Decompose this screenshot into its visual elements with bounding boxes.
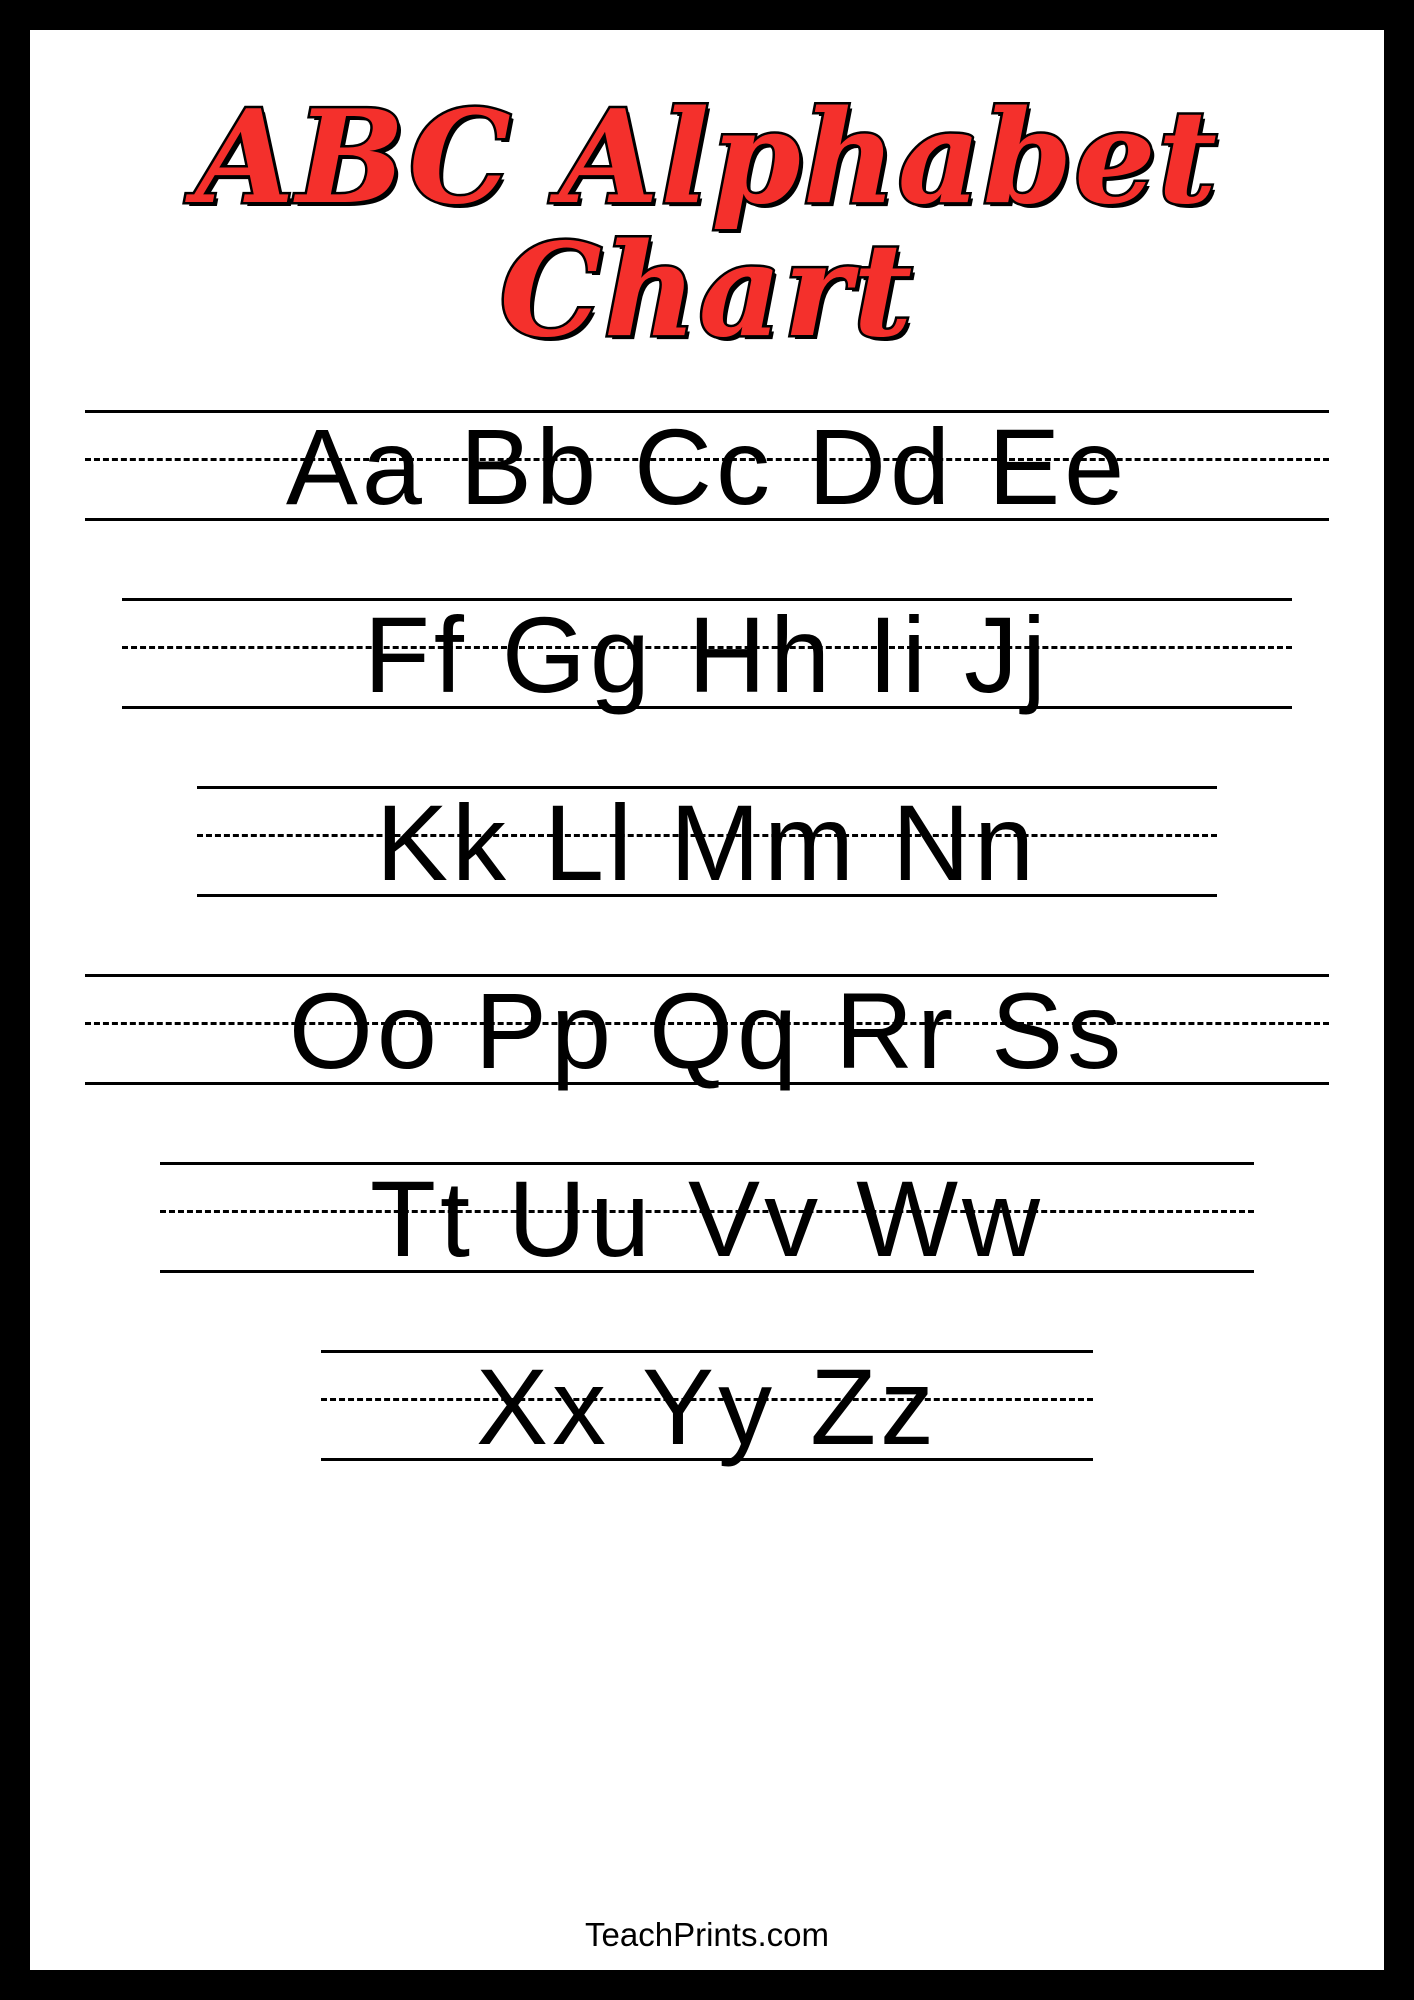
alphabet-row xyxy=(160,1136,1255,1314)
poster-sheet xyxy=(30,30,1384,1970)
row-letters: Kk Ll Mm Nn xyxy=(375,782,1039,904)
row-letters: Xx Yy Zz xyxy=(475,1346,939,1468)
footer-credit: TeachPrints.com xyxy=(585,1916,829,1953)
page-title xyxy=(85,83,1329,367)
row-letters: Ff Gg Hh Ii Jj xyxy=(363,594,1051,716)
alphabet-rows xyxy=(85,384,1329,1912)
alphabet-row xyxy=(85,384,1329,562)
alphabet-row xyxy=(85,948,1329,1126)
row-letters: Tt Uu Vv Ww xyxy=(369,1158,1045,1280)
row-letters: Oo Pp Qq Rr Ss xyxy=(288,970,1126,1092)
title-line-1: ABC Alphabet xyxy=(195,83,1219,233)
alphabet-row xyxy=(122,572,1291,750)
alphabet-row xyxy=(197,760,1217,938)
title-line-2: Chart xyxy=(499,216,915,367)
row-letters: Aa Bb Cc Dd Ee xyxy=(285,406,1129,528)
alphabet-row xyxy=(321,1324,1092,1502)
